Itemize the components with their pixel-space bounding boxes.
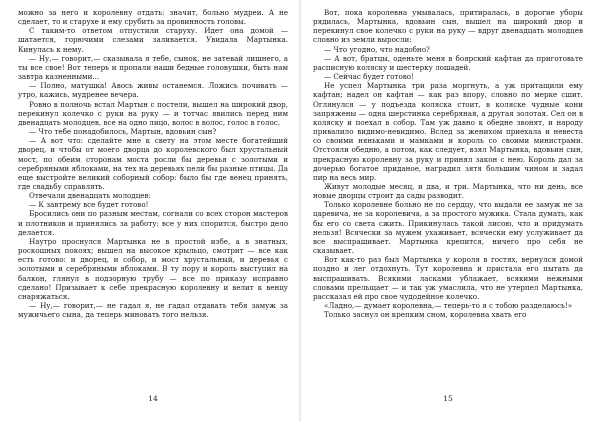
paragraph: Отвечали двенадцать молодцев: (29, 191, 151, 201)
book-gutter (298, 0, 302, 421)
paragraph: — Полно, матушка! Авось живы останемся. Ложись почивать — утро, кажись, мудренее вечера. (18, 81, 288, 100)
page-number: 14 (148, 394, 158, 403)
paragraph: Только заснул он крепким сном, королевна хвать его (324, 310, 527, 320)
paragraph: — А вот, братцы, оденьте меня в боярский кафтан да приготовьте расписную коляску и шестерку лошадей. (313, 53, 583, 72)
right-page (313, 8, 583, 413)
right-page-text (313, 8, 583, 319)
left-page-text (18, 8, 288, 319)
paragraph: можно за него и королевну отдать: значит, больно мудреи. А не сделает, то и старухе и ему срубить за провинность головы. (18, 8, 288, 27)
paragraph: Бросились они по разным местам, согнали со всех сторон мастеров и плотников и принялись за работу: все у них спорится, быстро дело делается. (18, 209, 288, 237)
paragraph: Не успел Мартынка три раза моргнуть, а уж притащили ему кафтан; надел он кафтан — как раз впору, словно по мерке сшит. Оглянулся — у подъезда коляска стоит, в коляске чудные кони запряжены — одна шерстинка серебряная, а другая золотая. Сел он в коляску и поехал в собор. Там уж давно к обедне звонят, и народу привалило видимо-невидимо. Вслед за женихом приехала и невеста со своими няньками и мамками и король со своими министрами. Отстояли обедню, а потом, как следует, взял Мартынка, вдовьин сын, прекрасную королевну за руку и принял закон с нею. Король дал за дочерью богатое приданое, наградил зятя большим чином и задал пир на весь мир. (313, 81, 583, 182)
paragraph: — Что тебе понадобилось, Мартын, вдовьин сын? (29, 127, 217, 137)
page-number: 15 (443, 394, 453, 403)
paragraph: — Что угодно, что надобно? (324, 44, 430, 54)
paragraph: Ровно в полночь встал Мартын с постели, вышел на широкий двор, перекинул колечко с руки на руку — и тотчас явились перед ним двенадцать молодцев, все на одно лицо, волос в волос, голос в голос. (18, 99, 288, 127)
paragraph: «Ладно,— думает королевна,— теперь-то я с тобою разделаюсь!» (324, 301, 573, 310)
paragraph: — К завтрему все будет готово! (29, 200, 149, 210)
paragraph: С таким-то ответом отпустили старуху. Идет она домой — шатается, горючими слезами заливается. Увидала Мартынка. Кинулась к нему. (18, 26, 288, 54)
paragraph: Вот как-то раз был Мартынка у короля в гостях, вернулся домой поздно и лег отдохнуть. Тут королевна и пристала его пытать да выспрашивать. Всякими ласками ублажает, всякими нежными словами прельщает — и так уж умаслила, что не утерпел Мартынка, рассказал ей про свое чудодейное колечко. (313, 255, 583, 301)
paragraph: Живут молодые месяц, и два, и три. Мартынка, что ни день, все новые дворцы строит да сады разводит. (313, 181, 583, 201)
paragraph: Вот, пока королевна умывалась, притиралась, в дорогие уборы рядилась, Мартынка, вдовьин сын, вышел на широкий двор и перекинул свое колечко с руки на руку — вдруг двенадцать молодцев словно из земли выросли: (313, 8, 583, 45)
paragraph: Только королевне больно не по сердцу, что выдали ее замуж не за царевича, не за королевича, а за простого мужика. Стала думать, как бы его со света сжить. Прикинулась такой лисою, что и придумать нельзя! Всячески за мужем ухаживает, всячески ему услуживает да все выспрашивает. Мартынка крепится, ничего про себя не сказывает. (313, 200, 583, 256)
paragraph: — Ну,— говорит,— не гадал я, не гадал отдавать тебя замуж за мужичьего сына, да теперь миновать того нельзя. (18, 301, 288, 320)
paragraph: — Сейчас будет готово! (324, 72, 414, 82)
paragraph: — А вот что: сделайте мне к свету на этом месте богатейший дворец, и чтобы от моего дворца до королевского был хрустальный мост, по обеим сторонам моста росли бы деревья с золотыми и серебряными яблоками, на тех на деревьях пели бы разные птицы. Да еще выстройте великий соборный собор: было бы где венец принять, где свадьбу справлять. (18, 136, 288, 191)
paragraph: Наутро проснулся Мартынка не в простой избе, а в знатных, роскошных покоях; вышел на высокое крыльцо, смотрит — все как есть готово: и дворец, и собор, и мост хрустальный, и деревья с золотыми и серебряными яблоками. В ту пору и король выступил на балкон, глянул в подзорную трубу — все по приказу исправно сделано! Призывает к себе прекрасную королевну и велит к венцу снаряжаться. (18, 236, 288, 301)
paragraph: — Ну,— говорит,— сказывала я тебе, сынок, не затевай лишнего, а ты все свое! Вот теперь и пропали наши бедные головушки, быть нам завтра казненными... (18, 53, 288, 82)
left-page (18, 8, 288, 413)
